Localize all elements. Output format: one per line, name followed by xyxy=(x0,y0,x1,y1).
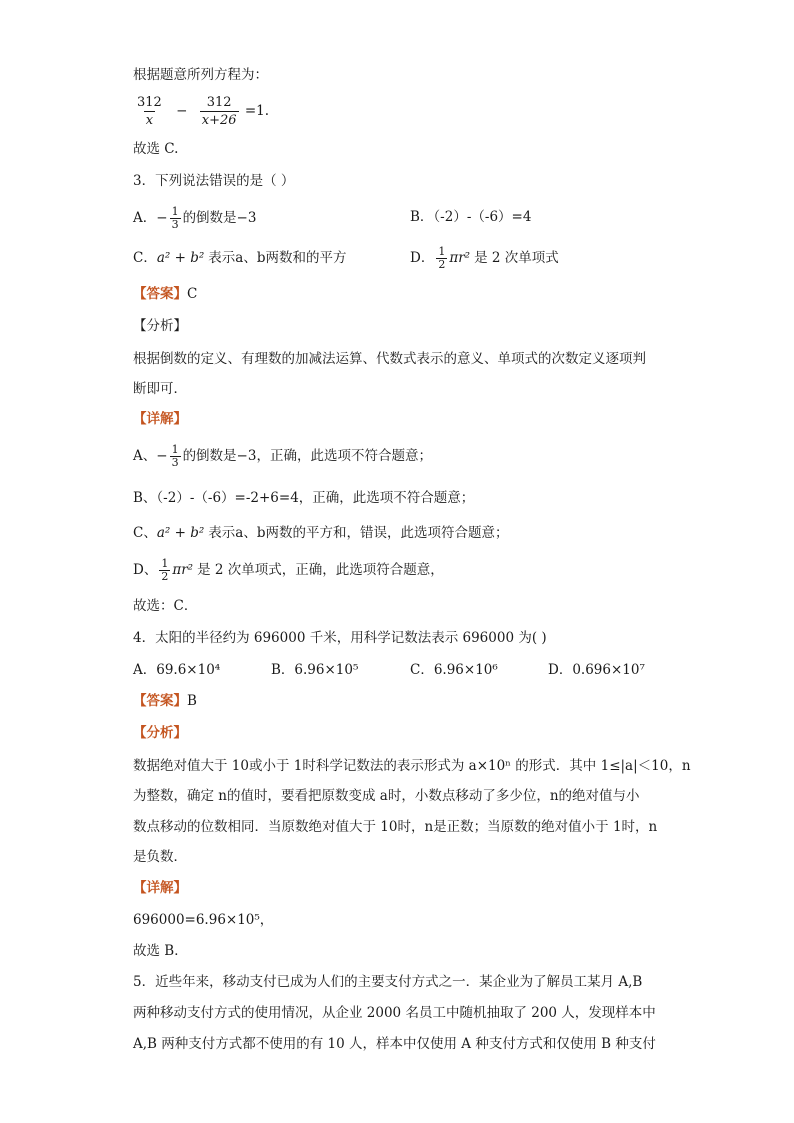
q3-option-a: A．− $\frac{1}{3}$ 的倒数是−3 xyxy=(133,205,257,231)
q3-detail-tag: 【详解】 xyxy=(133,411,187,427)
q4-analysis-line-3: 数点移动的位数相同．当原数绝对值大于 10时，n是正数；当原数的绝对值小于 1时，n xyxy=(133,819,658,835)
equation-rhs: =1. xyxy=(244,103,270,119)
q4-analysis-tag: 【分析】 xyxy=(133,725,187,741)
q3-answer: 【答案】C xyxy=(133,286,198,302)
q3-detail-b: B、（-2）-（-6）=-2+6=4，正确，此选项不符合题意； xyxy=(133,490,475,506)
q5-line-1: 5．近些年来，移动支付已成为人们的主要支付方式之一．某企业为了解员工某月 A,B xyxy=(133,974,643,990)
q3-detail-a: A、− $\frac{1}{3}$ 的倒数是−3，正确，此选项不符合题意； xyxy=(133,443,432,469)
q4-stem: 4．太阳的半径约为 696000 千米，用科学记数法表示 696000 为( ) xyxy=(133,630,547,646)
equation xyxy=(133,94,269,129)
intro-line: 根据题意所列方程为： xyxy=(133,67,268,83)
q4-option-c: C．6.96×10⁶ xyxy=(410,662,498,678)
q4-option-a: A．69.6×10⁴ xyxy=(133,662,221,678)
q4-option-b: B．6.96×10⁵ xyxy=(271,662,359,678)
q2-choice: 故选 C. xyxy=(133,141,179,157)
q4-detail: 696000=6.96×10⁵， xyxy=(133,912,274,928)
q5-line-3: A,B 两种支付方式都不使用的有 10 人，样本中仅使用 A 种支付方式和仅使用 B 种支付 xyxy=(133,1036,656,1052)
q4-option-d: D．0.696×10⁷ xyxy=(548,662,645,678)
q3-option-d: D． $\frac{1}{2}$ πr² 是 2 次单项式 xyxy=(410,245,559,271)
q3-option-b: B．（-2）-（-6）=4 xyxy=(410,209,532,225)
q4-choice: 故选 B． xyxy=(133,943,188,959)
q5-line-2: 两种移动支付方式的使用情况，从企业 2000 名员工中随机抽取了 200 人，发现样本中 xyxy=(133,1005,656,1021)
fraction-2: $\frac{312}{x+26}$ xyxy=(201,95,237,128)
q3-detail-c: C、a² + b² 表示a、b两数的平方和，错误，此选项符合题意； xyxy=(133,525,509,541)
q3-analysis-line-1: 根据倒数的定义、有理数的加减法运算、代数式表示的意义、单项式的次数定义逐项判 xyxy=(133,351,646,367)
minus-sign: − xyxy=(176,103,188,119)
q4-analysis-line-1: 数据绝对值大于 10或小于 1时科学记数法的表示形式为 a×10ⁿ 的形式．其中 1≤|a|＜10，n xyxy=(133,758,691,774)
q3-detail-d: D、 $\frac{1}{2}$ πr² 是 2 次单项式，正确，此选项符合题意， xyxy=(133,557,444,583)
fraction-1: $\frac{312}{x}$ xyxy=(137,95,162,128)
q4-analysis-line-2: 为整数，确定 n的值时，要看把原数变成 a时，小数点移动了多少位，n的绝对值与小 xyxy=(133,788,640,804)
q3-choice: 故选：C． xyxy=(133,598,198,614)
q4-detail-tag: 【详解】 xyxy=(133,880,187,896)
q3-option-c: C．a² + b² 表示a、b两数和的平方 xyxy=(133,250,347,266)
q4-analysis-line-4: 是负数． xyxy=(133,849,187,865)
q3-analysis-tag: 【分析】 xyxy=(133,318,187,334)
q4-answer: 【答案】B xyxy=(133,693,197,709)
q3-stem: 3．下列说法错误的是（ ） xyxy=(133,173,295,189)
q3-analysis-line-2: 断即可． xyxy=(133,381,187,397)
